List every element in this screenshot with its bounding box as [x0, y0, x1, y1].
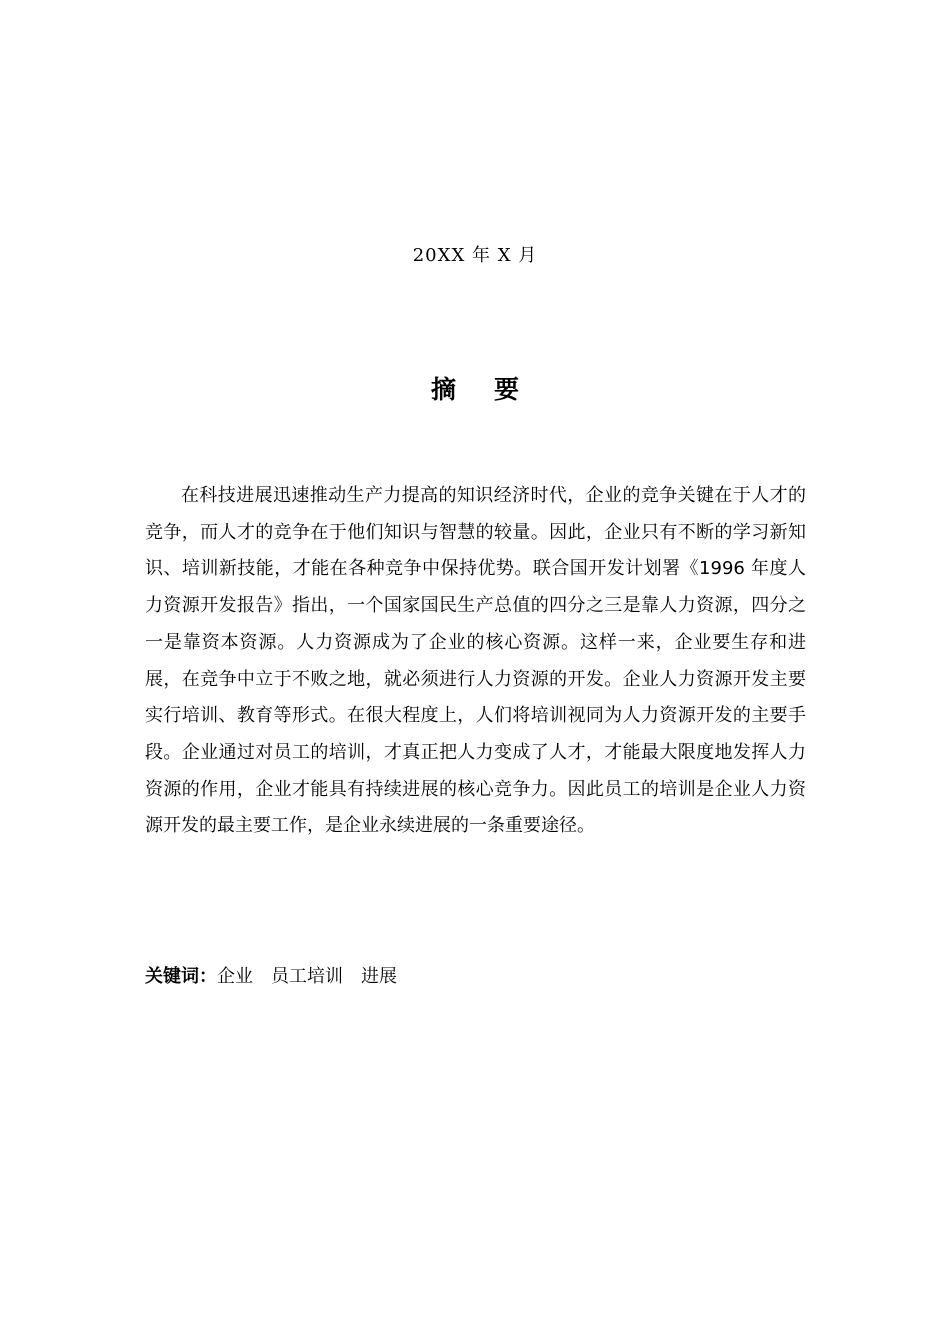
keyword-item: 员工培训 — [271, 966, 343, 987]
keyword-item: 企业 — [217, 966, 253, 987]
keywords-line — [145, 959, 806, 995]
keyword-item: 进展 — [361, 966, 397, 987]
keywords-label: 关键词： — [145, 966, 217, 987]
abstract-title: 摘要 — [430, 375, 557, 404]
document-date: 20XX 年 X 月 — [412, 245, 538, 266]
abstract-body: 在科技进展迅速推动生产力提高的知识经济时代，企业的竞争关键在于人才的竞争，而人才的竞争在于他们知识与智慧的较量。因此，企业只有不断的学习新知识、培训新技能，才能在各种竞争中保持优势。联合国开发计划署《1996 年度人力资源开发报告》指出，一个国家国民生产总值的四分之三是靠人力资源，四分之一是靠资本资源。人力资源成为了企业的核心资源。这样一来，企业要生存和进展，在竞争中立于不败之地，就必须进行人力资源的开发。企业人力资源开发主要实行培训、教育等形式。在很大程度上，人们将培训视同为人力资源开发的主要手段。企业通过对员工的培训，才真正把人力变成了人才，才能最大限度地发挥人力资源的作用，企业才能具有持续进展的核心竞争力。因此员工的培训是企业人力资源开发的最主要工作，是企业永续进展的一条重要途径。 — [145, 485, 806, 837]
